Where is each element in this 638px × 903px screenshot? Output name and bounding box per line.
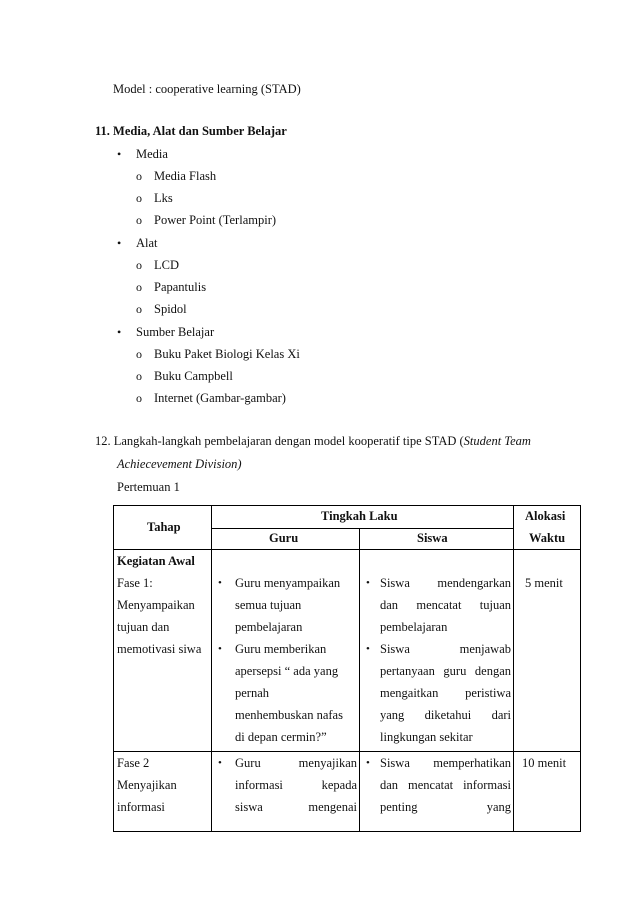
row1-guru-line: Guru menyampaikan xyxy=(235,576,341,590)
row1-guru-line: menhembuskan nafas xyxy=(235,708,343,722)
row2-guru-line: Guru menyajikan xyxy=(235,756,357,770)
bullet-icon: • xyxy=(218,577,222,589)
sub-bullet-icon: o xyxy=(136,302,142,316)
list-item: Buku Campbell xyxy=(154,369,233,383)
header-guru: Guru xyxy=(269,531,299,545)
bullet-icon: • xyxy=(366,577,370,589)
model-line: Model : cooperative learning (STAD) xyxy=(113,82,301,96)
sub-bullet-icon: o xyxy=(136,213,142,227)
row2-siswa-line: dan mencatat informasi xyxy=(380,778,511,792)
section-12-heading-cont: Achiecevement Division) xyxy=(117,457,242,471)
sub-bullet-icon: o xyxy=(136,369,142,383)
sub-bullet-icon: o xyxy=(136,258,142,272)
row1-siswa-line: dan mencatat tujuan xyxy=(380,598,511,612)
row1-guru-line: Guru memberikan xyxy=(235,642,327,656)
group-sumber-label: Sumber Belajar xyxy=(136,325,215,339)
bullet-icon: • xyxy=(117,325,122,339)
row1-tahap-line: Fase 1: xyxy=(117,576,153,590)
bullet-icon: • xyxy=(117,236,122,250)
bullet-icon: • xyxy=(218,757,222,769)
row1-siswa-line: mengaitkan peristiwa xyxy=(380,686,511,700)
sub-bullet-icon: o xyxy=(136,280,142,294)
row1-siswa-line: Siswa mendengarkan xyxy=(380,576,511,590)
list-item: Power Point (Terlampir) xyxy=(154,213,277,227)
header-tingkah-laku: Tingkah Laku xyxy=(321,509,398,523)
row1-tahap-line: tujuan dan xyxy=(117,620,170,634)
list-item: Spidol xyxy=(154,302,187,316)
list-item: Buku Paket Biologi Kelas Xi xyxy=(154,347,300,361)
row1-guru-line: di depan cermin?” xyxy=(235,730,327,744)
row2-alokasi: 10 menit xyxy=(522,756,567,770)
row2-tahap-line: informasi xyxy=(117,800,165,814)
list-item: Lks xyxy=(154,191,173,205)
row1-siswa-line: Siswa menjawab xyxy=(380,642,511,656)
bullet-icon: • xyxy=(218,643,222,655)
list-item: Internet (Gambar-gambar) xyxy=(154,391,286,405)
sub-bullet-icon: o xyxy=(136,191,142,205)
row1-guru-line: semua tujuan xyxy=(235,598,302,612)
list-item: Papantulis xyxy=(154,280,207,294)
row2-siswa-line: Siswa memperhatikan xyxy=(380,756,511,770)
row2-tahap-line: Fase 2 xyxy=(117,756,150,770)
group-alat-label: Alat xyxy=(136,236,158,250)
row1-siswa-line: pembelajaran xyxy=(380,620,448,634)
row2-tahap-line: Menyajikan xyxy=(117,778,177,792)
row2-siswa-line: penting yang xyxy=(380,800,511,814)
row1-tahap-line: memotivasi siwa xyxy=(117,642,202,656)
row2-guru-line: siswa mengenai xyxy=(235,800,357,814)
list-item: LCD xyxy=(154,258,179,272)
sub-bullet-icon: o xyxy=(136,169,142,183)
lesson-steps-table xyxy=(113,505,581,832)
meeting-label: Pertemuan 1 xyxy=(117,480,180,494)
bullet-icon: • xyxy=(366,757,370,769)
header-alokasi: Alokasi xyxy=(525,509,566,523)
sub-bullet-icon: o xyxy=(136,391,142,405)
header-tahap: Tahap xyxy=(147,520,181,534)
row1-siswa-line: yang diketahui dari xyxy=(380,708,511,722)
bullet-icon: • xyxy=(117,147,122,161)
row1-tahap-line: Menyampaikan xyxy=(117,598,195,612)
row1-alokasi: 5 menit xyxy=(525,576,563,590)
row1-guru-line: pembelajaran xyxy=(235,620,303,634)
section-12-heading: 12. Langkah-langkah pembelajaran dengan model kooperatif tipe STAD (Student Team xyxy=(95,434,531,448)
row1-tahap-title: Kegiatan Awal xyxy=(117,554,195,568)
row1-guru-line: pernah xyxy=(235,686,270,700)
group-media-label: Media xyxy=(136,147,168,161)
row1-siswa-line: pertanyaan guru dengan xyxy=(380,664,511,678)
row2-guru-line: informasi kepada xyxy=(235,778,357,792)
header-waktu: Waktu xyxy=(529,531,566,545)
list-item: Media Flash xyxy=(154,169,217,183)
header-siswa: Siswa xyxy=(417,531,448,545)
row1-guru-line: apersepsi “ ada yang xyxy=(235,664,339,678)
sub-bullet-icon: o xyxy=(136,347,142,361)
section-11-heading: 11. Media, Alat dan Sumber Belajar xyxy=(95,124,287,138)
bullet-icon: • xyxy=(366,643,370,655)
row1-siswa-line: lingkungan sekitar xyxy=(380,730,473,744)
